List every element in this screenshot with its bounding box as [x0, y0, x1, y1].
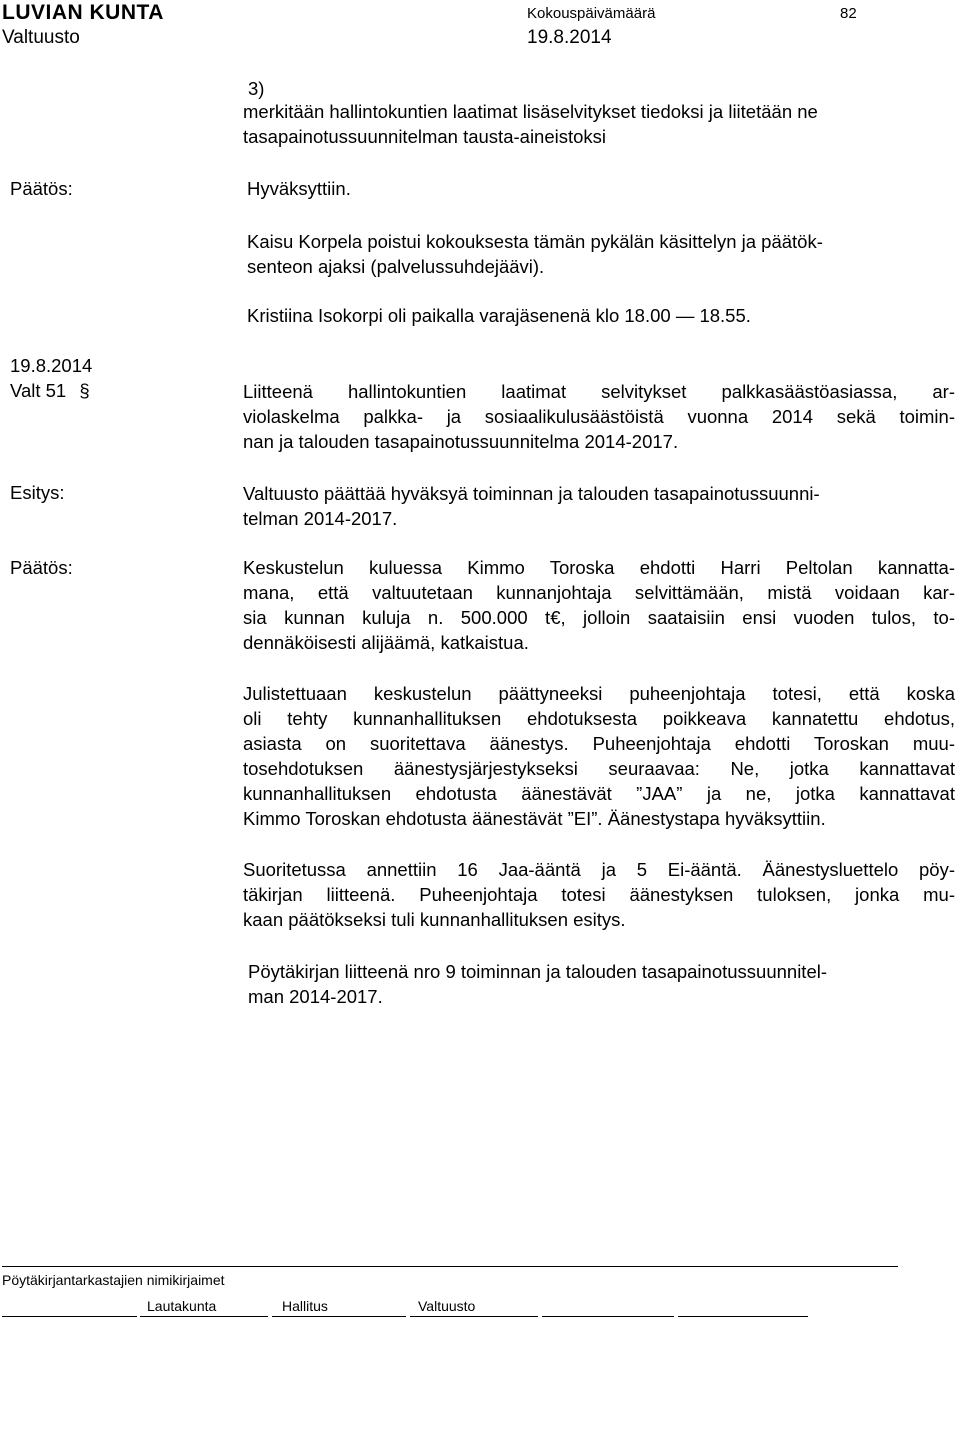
- decision-p2-line-2: oli tehty kunnanhallituksen ehdotuksesta poikkeava kannatettu ehdotus,: [243, 708, 955, 729]
- decision-text-top: Hyväksyttiin.: [247, 178, 351, 199]
- note1-line-2: senteon ajaksi (palvelussuhdejäävi).: [247, 256, 545, 277]
- attachment-line-3: nan ja talouden tasapainotussuunnitelma 2014-2017.: [243, 431, 679, 452]
- decision-p2-line-6: Kimmo Toroskan ehdotusta äänestävät ”EI”. Äänestystapa hyväksyttiin.: [243, 808, 826, 829]
- signature-box-3: [272, 1316, 406, 1317]
- attachment-line-2: violaskelma palkka- ja sosiaalikulusäästöistä vuonna 2014 sekä toimin-: [243, 406, 955, 427]
- note1-line-1: Kaisu Korpela poistui kokouksesta tämän pykälän käsittelyn ja päätök-: [247, 231, 823, 252]
- decision-paragraph-3: [243, 857, 955, 932]
- decision-label: Päätös:: [10, 557, 73, 578]
- decision-p2-line-5: kunnanhallituksen ehdotusta äänestävät ”JAA” ja ne, jotka kannattavat: [243, 783, 955, 804]
- decision-p1-line-4: dennäköisesti alijäämä, katkaistua.: [243, 632, 529, 653]
- item-number: 3): [248, 78, 265, 99]
- signature-box-1: [2, 1316, 137, 1317]
- section-date: 19.8.2014: [10, 355, 93, 376]
- page-number: 82: [840, 5, 857, 22]
- decision-label-top: Päätös:: [10, 178, 73, 199]
- signature-box-5: [542, 1316, 674, 1317]
- section-reference: [10, 380, 90, 402]
- signature-box-2: [140, 1316, 268, 1317]
- proposal-line-1: Valtuusto päättää hyväksyä toiminnan ja talouden tasapainotussuunni-: [243, 483, 820, 504]
- footer-title: Pöytäkirjantarkastajien nimikirjaimet: [2, 1272, 225, 1288]
- decision-p3-line-1: Suoritetussa annettiin 16 Jaa-ääntä ja 5 Ei-ääntä. Äänestysluettelo pöy-: [243, 859, 955, 880]
- item-line-2: tasapainotussuunnitelman tausta-aineistoksi: [243, 126, 607, 147]
- attachment-paragraph: [243, 379, 955, 454]
- proposal-line-2: telman 2014-2017.: [243, 508, 398, 529]
- item-line-1: merkitään hallintokuntien laatimat lisäselvitykset tiedoksi ja liitetään ne: [243, 101, 818, 122]
- meeting-body: Valtuusto: [2, 27, 80, 48]
- signature-box-6: [678, 1316, 808, 1317]
- date-label: Kokouspäivämäärä: [527, 5, 656, 22]
- decision-paragraph-2: [243, 681, 955, 831]
- footer-col-lautakunta: Lautakunta: [147, 1298, 217, 1314]
- decision-p2-line-4: tosehdotuksen äänestysjärjestykseksi seuraavaa: Ne, jotka kannattavat: [243, 758, 955, 779]
- decision-p1-line-1: Keskustelun kuluessa Kimmo Toroska ehdotti Harri Peltolan kannatta-: [243, 557, 955, 578]
- decision-p2-line-1: Julistettuaan keskustelun päättyneeksi puheenjohtaja totesi, että koska: [243, 683, 955, 704]
- footer-col-valtuusto: Valtuusto: [418, 1298, 476, 1314]
- decision-p4-line-1: Pöytäkirjan liitteenä nro 9 toiminnan ja talouden tasapainotussuunnitel-: [248, 961, 828, 982]
- organization-name: LUVIAN KUNTA: [2, 1, 164, 24]
- decision-p1-line-3: sia kunnan kuluja n. 500.000 t€, jolloin saataisiin ensi vuoden tulos, to-: [243, 607, 955, 628]
- signature-box-4: [410, 1316, 538, 1317]
- attachment-line-1: Liitteenä hallintokuntien laatimat selvitykset palkkasäästöasiassa, ar-: [243, 381, 955, 402]
- footer-col-hallitus: Hallitus: [282, 1298, 328, 1314]
- decision-paragraph-1: [243, 555, 955, 655]
- signature-top-rule: [2, 1266, 898, 1267]
- decision-p3-line-3: kaan päätökseksi tuli kunnanhallituksen esitys.: [243, 909, 626, 930]
- decision-p2-line-3: asiasta on suoritettava äänestys. Puheenjohtaja ehdotti Toroskan muu-: [243, 733, 955, 754]
- paragraph-sign: §: [79, 380, 90, 401]
- proposal-paragraph: [243, 481, 955, 531]
- proposal-label: Esitys:: [10, 482, 65, 503]
- meeting-date: 19.8.2014: [527, 27, 612, 48]
- decision-p1-line-2: mana, että valtuutetaan kunnanjohtaja selvittämään, mistä voidaan kar-: [243, 582, 955, 603]
- section-ref-text: Valt 51: [10, 380, 67, 401]
- decision-p4-line-2: man 2014-2017.: [248, 986, 383, 1007]
- decision-paragraph-4: [248, 959, 955, 1009]
- note2: Kristiina Isokorpi oli paikalla varajäsenenä klo 18.00 — 18.55.: [247, 305, 751, 326]
- decision-p3-line-2: täkirjan liitteenä. Puheenjohtaja totesi äänestyksen tuloksen, jonka mu-: [243, 884, 955, 905]
